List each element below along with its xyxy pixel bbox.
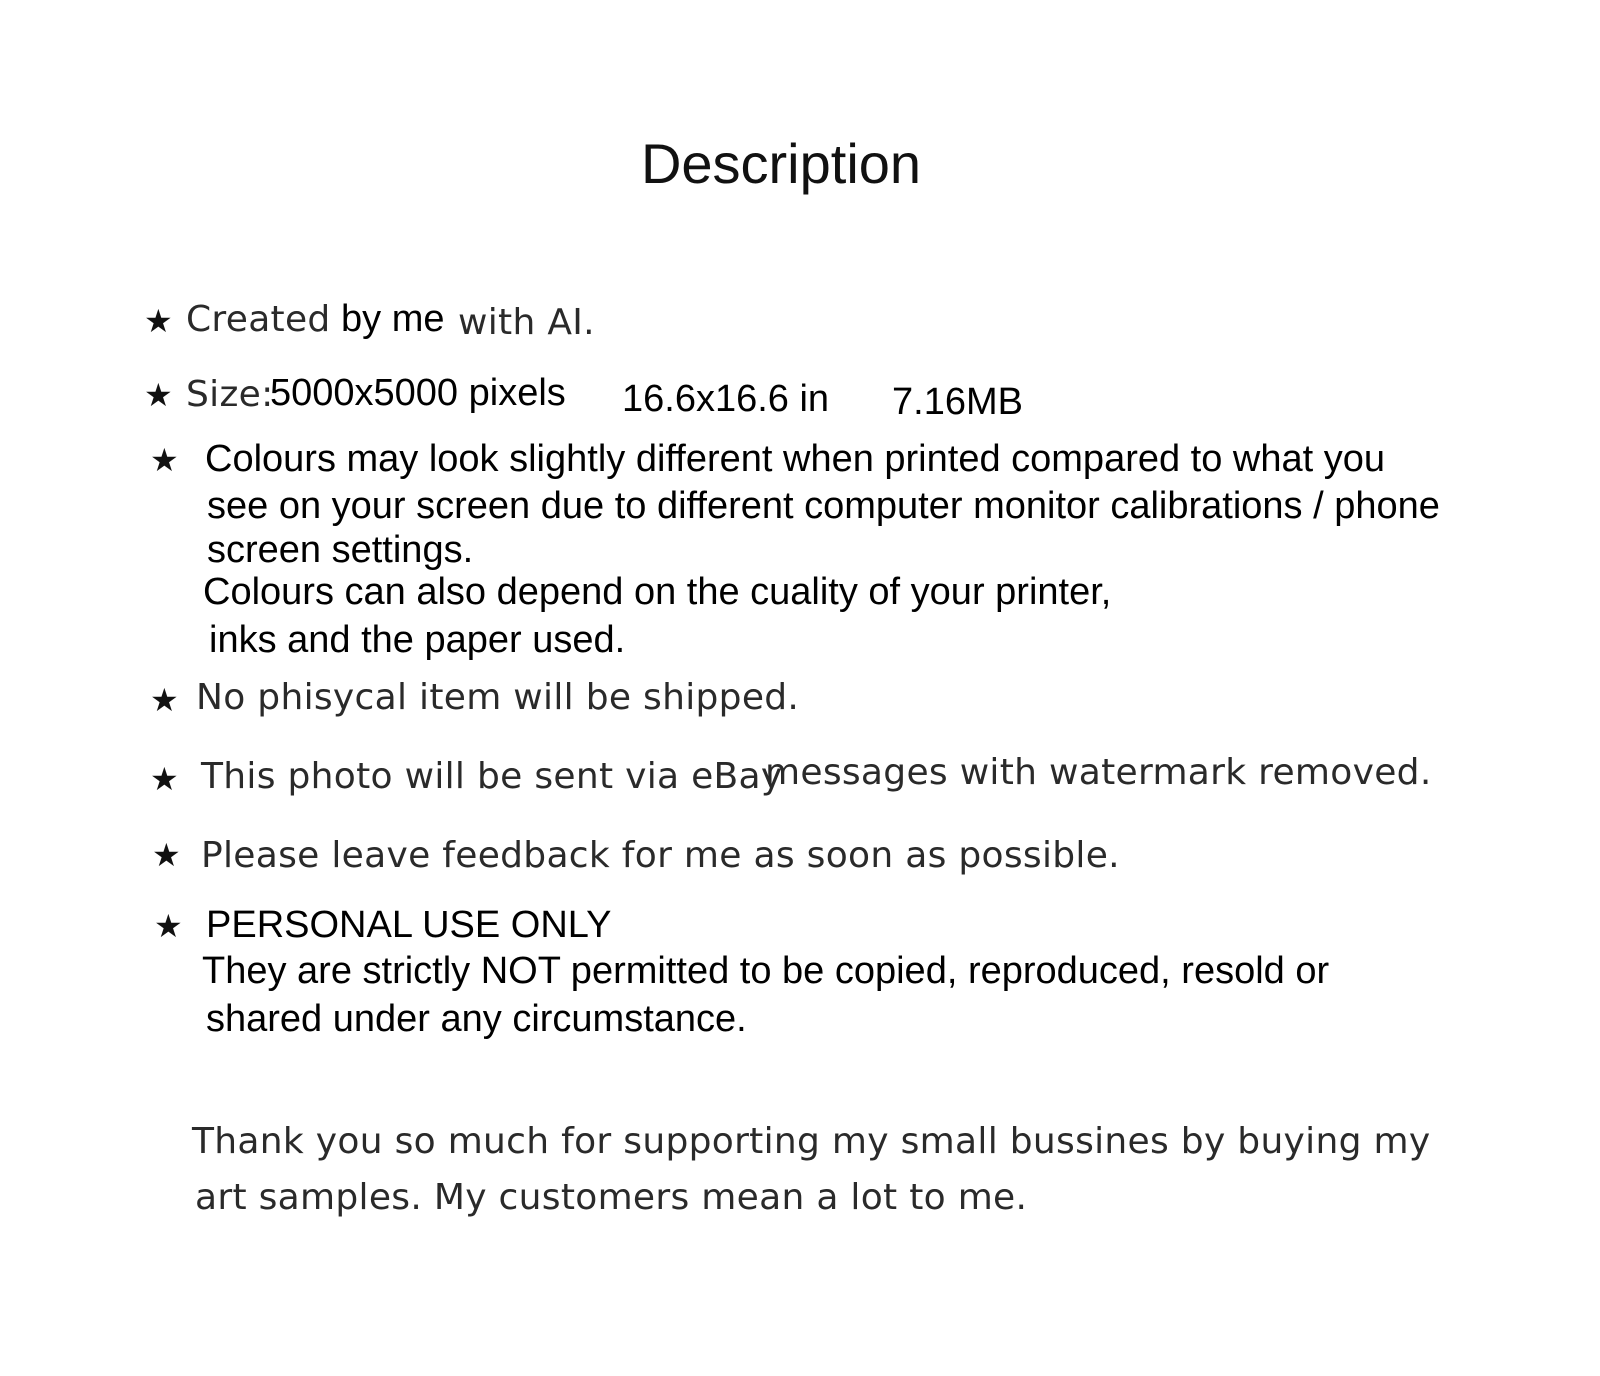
page-title: Description <box>640 132 922 195</box>
colours-line-5: inks and the paper used. <box>209 619 626 661</box>
personal-use-line-2: shared under any circumstance. <box>206 998 747 1040</box>
personal-use-line-1: They are strictly NOT permitted to be copied, reproduced, resold or <box>202 950 1330 992</box>
star-icon: ★ <box>144 302 173 340</box>
colours-line-3: screen settings. <box>207 529 474 571</box>
delivery-text-2: messages with watermark removed. <box>765 752 1432 793</box>
colours-line-2: see on your screen due to different computer monitor calibrations / phone <box>207 485 1440 527</box>
created-by-me-text: by me <box>341 298 445 340</box>
star-icon: ★ <box>150 441 179 479</box>
thanks-line-2: art samples. My customers mean a lot to me. <box>195 1177 1028 1218</box>
size-filesize: 7.16MB <box>892 381 1023 423</box>
size-label: Size: <box>186 374 274 415</box>
feedback-text: Please leave feedback for me as soon as possible. <box>201 835 1120 876</box>
star-icon: ★ <box>154 907 183 945</box>
thanks-line-1: Thank you so much for supporting my small bussines by buying my <box>192 1121 1431 1162</box>
colours-line-4: Colours can also depend on the cuality of your printer, <box>203 571 1112 613</box>
personal-use-heading: PERSONAL USE ONLY <box>206 904 612 946</box>
star-icon: ★ <box>150 681 179 719</box>
created-text: Created <box>186 299 331 340</box>
shipping-text: No phisycal item will be shipped. <box>196 677 800 718</box>
colours-line-1: Colours may look slightly different when printed compared to what you <box>205 438 1386 480</box>
created-with-ai-text: with AI. <box>458 302 595 343</box>
size-pixels: 5000x5000 pixels <box>270 372 566 414</box>
delivery-text-1: This photo will be sent via eBay <box>201 756 783 797</box>
star-icon: ★ <box>144 376 173 414</box>
star-icon: ★ <box>152 836 181 874</box>
star-icon: ★ <box>150 760 179 798</box>
size-inches: 16.6x16.6 in <box>622 378 830 420</box>
